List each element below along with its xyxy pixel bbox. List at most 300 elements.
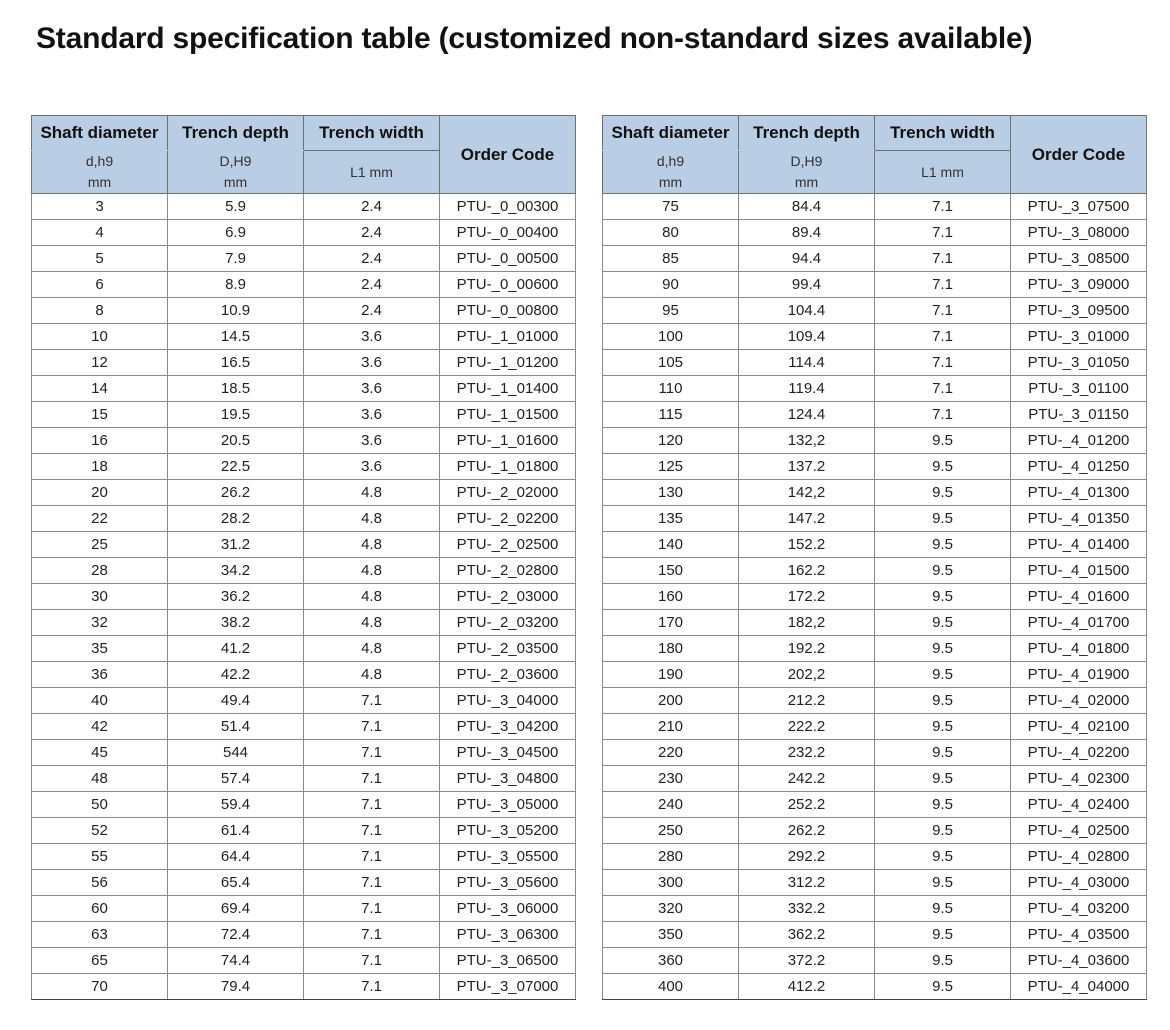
table-row — [603, 532, 1147, 558]
shaft-diameter-cell: 28 — [32, 558, 168, 584]
trench-width-cell: 9.5 — [875, 714, 1011, 740]
shaft-diameter-cell: 300 — [603, 870, 739, 896]
order-code-cell: PTU-_4_01600 — [1011, 584, 1147, 610]
trench-width-cell: 9.5 — [875, 558, 1011, 584]
trench-width-cell: 3.6 — [304, 376, 440, 402]
order-code-cell: PTU-_4_01200 — [1011, 428, 1147, 454]
table-row — [603, 922, 1147, 948]
order-code-cell: PTU-_2_03500 — [440, 636, 576, 662]
order-code-cell: PTU-_3_01000 — [1011, 324, 1147, 350]
shaft-diameter-cell: 50 — [32, 792, 168, 818]
table-row — [32, 402, 576, 428]
header-depth-unit — [168, 151, 304, 194]
table-row — [603, 636, 1147, 662]
shaft-diameter-cell: 140 — [603, 532, 739, 558]
shaft-diameter-cell: 10 — [32, 324, 168, 350]
trench-width-cell: 7.1 — [304, 818, 440, 844]
table-row — [32, 896, 576, 922]
table-row — [603, 766, 1147, 792]
trench-width-cell: 9.5 — [875, 662, 1011, 688]
table-row — [32, 454, 576, 480]
shaft-diameter-cell: 36 — [32, 662, 168, 688]
trench-depth-cell: 124.4 — [739, 402, 875, 428]
shaft-diameter-cell: 320 — [603, 896, 739, 922]
trench-width-cell: 4.8 — [304, 610, 440, 636]
trench-depth-cell: 41.2 — [168, 636, 304, 662]
trench-depth-cell: 152.2 — [739, 532, 875, 558]
header-shaft-unit — [603, 151, 739, 194]
trench-depth-cell: 74.4 — [168, 948, 304, 974]
order-code-cell: PTU-_4_03000 — [1011, 870, 1147, 896]
shaft-diameter-cell: 15 — [32, 402, 168, 428]
header-shaft-unit — [32, 151, 168, 194]
trench-width-cell: 7.1 — [875, 220, 1011, 246]
trench-depth-cell: 544 — [168, 740, 304, 766]
order-code-cell: PTU-_4_01700 — [1011, 610, 1147, 636]
order-code-cell: PTU-_3_06000 — [440, 896, 576, 922]
shaft-diameter-cell: 45 — [32, 740, 168, 766]
table-row — [32, 558, 576, 584]
header-trench-depth: Trench depth — [168, 116, 304, 151]
order-code-cell: PTU-_2_03200 — [440, 610, 576, 636]
order-code-cell: PTU-_4_01350 — [1011, 506, 1147, 532]
table-row — [32, 870, 576, 896]
order-code-cell: PTU-_4_04000 — [1011, 974, 1147, 1000]
trench-width-cell: 9.5 — [875, 480, 1011, 506]
trench-width-cell: 9.5 — [875, 974, 1011, 1000]
trench-depth-cell: 49.4 — [168, 688, 304, 714]
trench-width-cell: 9.5 — [875, 584, 1011, 610]
trench-width-cell: 9.5 — [875, 636, 1011, 662]
table-row — [32, 506, 576, 532]
trench-width-cell: 3.6 — [304, 454, 440, 480]
trench-depth-cell: 42.2 — [168, 662, 304, 688]
table-row — [32, 350, 576, 376]
page-title: Standard specification table (customized non-standard sizes available) — [36, 22, 1033, 55]
table-row — [603, 948, 1147, 974]
table-row — [32, 792, 576, 818]
trench-depth-cell: 79.4 — [168, 974, 304, 1000]
shaft-diameter-cell: 3 — [32, 194, 168, 220]
order-code-cell: PTU-_0_00600 — [440, 272, 576, 298]
trench-width-cell: 7.1 — [304, 844, 440, 870]
trench-depth-cell: 65.4 — [168, 870, 304, 896]
order-code-cell: PTU-_1_01000 — [440, 324, 576, 350]
trench-width-cell: 3.6 — [304, 428, 440, 454]
trench-width-cell: 7.1 — [304, 896, 440, 922]
order-code-cell: PTU-_4_03500 — [1011, 922, 1147, 948]
trench-depth-cell: 172.2 — [739, 584, 875, 610]
table-row — [32, 766, 576, 792]
trench-depth-cell: 142,2 — [739, 480, 875, 506]
trench-width-cell: 9.5 — [875, 870, 1011, 896]
trench-depth-cell: 8.9 — [168, 272, 304, 298]
trench-width-cell: 7.1 — [875, 402, 1011, 428]
table-row — [603, 896, 1147, 922]
trench-depth-cell: 31.2 — [168, 532, 304, 558]
trench-depth-cell: 252.2 — [739, 792, 875, 818]
trench-depth-cell: 18.5 — [168, 376, 304, 402]
table-row — [603, 376, 1147, 402]
table-row — [32, 662, 576, 688]
trench-depth-cell: 242.2 — [739, 766, 875, 792]
order-code-cell: PTU-_1_01500 — [440, 402, 576, 428]
depth-unit-line2: mm — [794, 174, 819, 190]
trench-width-cell: 9.5 — [875, 740, 1011, 766]
trench-width-cell: 4.8 — [304, 532, 440, 558]
order-code-cell: PTU-_0_00300 — [440, 194, 576, 220]
order-code-cell: PTU-_3_07000 — [440, 974, 576, 1000]
order-code-cell: PTU-_2_02000 — [440, 480, 576, 506]
trench-width-cell: 4.8 — [304, 636, 440, 662]
shaft-diameter-cell: 110 — [603, 376, 739, 402]
shaft-unit-line2: mm — [87, 174, 112, 190]
trench-depth-cell: 28.2 — [168, 506, 304, 532]
table-row — [603, 740, 1147, 766]
trench-depth-cell: 232.2 — [739, 740, 875, 766]
order-code-cell: PTU-_4_01400 — [1011, 532, 1147, 558]
order-code-cell: PTU-_3_01050 — [1011, 350, 1147, 376]
shaft-diameter-cell: 18 — [32, 454, 168, 480]
trench-depth-cell: 312.2 — [739, 870, 875, 896]
trench-depth-cell: 61.4 — [168, 818, 304, 844]
shaft-diameter-cell: 20 — [32, 480, 168, 506]
trench-width-cell: 9.5 — [875, 818, 1011, 844]
trench-width-cell: 7.1 — [304, 766, 440, 792]
order-code-cell: PTU-_3_04000 — [440, 688, 576, 714]
trench-width-cell: 4.8 — [304, 584, 440, 610]
header-depth-unit — [739, 151, 875, 194]
shaft-diameter-cell: 85 — [603, 246, 739, 272]
table-row — [603, 350, 1147, 376]
shaft-diameter-cell: 90 — [603, 272, 739, 298]
order-code-cell: PTU-_1_01800 — [440, 454, 576, 480]
trench-depth-cell: 36.2 — [168, 584, 304, 610]
shaft-unit-line2: mm — [658, 174, 683, 190]
shaft-diameter-cell: 56 — [32, 870, 168, 896]
order-code-cell: PTU-_1_01200 — [440, 350, 576, 376]
order-code-cell: PTU-_0_00800 — [440, 298, 576, 324]
order-code-cell: PTU-_2_02800 — [440, 558, 576, 584]
table-row — [32, 324, 576, 350]
trench-width-cell: 2.4 — [304, 194, 440, 220]
trench-depth-cell: 19.5 — [168, 402, 304, 428]
trench-depth-cell: 372.2 — [739, 948, 875, 974]
trench-depth-cell: 104.4 — [739, 298, 875, 324]
shaft-diameter-cell: 230 — [603, 766, 739, 792]
order-code-cell: PTU-_4_02500 — [1011, 818, 1147, 844]
trench-depth-cell: 292.2 — [739, 844, 875, 870]
trench-width-cell: 2.4 — [304, 220, 440, 246]
trench-depth-cell: 162.2 — [739, 558, 875, 584]
trench-depth-cell: 69.4 — [168, 896, 304, 922]
table-row — [603, 480, 1147, 506]
trench-width-cell: 9.5 — [875, 844, 1011, 870]
trench-depth-cell: 132,2 — [739, 428, 875, 454]
table-row — [32, 376, 576, 402]
trench-depth-cell: 114.4 — [739, 350, 875, 376]
trench-depth-cell: 412.2 — [739, 974, 875, 1000]
trench-width-cell: 4.8 — [304, 662, 440, 688]
shaft-diameter-cell: 4 — [32, 220, 168, 246]
table-row — [32, 740, 576, 766]
trench-width-cell: 7.1 — [875, 376, 1011, 402]
shaft-diameter-cell: 160 — [603, 584, 739, 610]
header-order-code: Order Code — [440, 116, 576, 194]
shaft-unit-line1: d,h9 — [656, 153, 685, 169]
table-row — [603, 584, 1147, 610]
order-code-cell: PTU-_3_06500 — [440, 948, 576, 974]
table-row — [32, 532, 576, 558]
shaft-diameter-cell: 70 — [32, 974, 168, 1000]
trench-depth-cell: 147.2 — [739, 506, 875, 532]
trench-width-cell: 9.5 — [875, 766, 1011, 792]
shaft-diameter-cell: 52 — [32, 818, 168, 844]
shaft-diameter-cell: 150 — [603, 558, 739, 584]
shaft-diameter-cell: 250 — [603, 818, 739, 844]
shaft-diameter-cell: 35 — [32, 636, 168, 662]
order-code-cell: PTU-_4_03200 — [1011, 896, 1147, 922]
trench-width-cell: 7.1 — [875, 246, 1011, 272]
spec-table-right-body — [603, 194, 1147, 1000]
shaft-diameter-cell: 190 — [603, 662, 739, 688]
spec-table-right — [602, 115, 1147, 1000]
shaft-diameter-cell: 115 — [603, 402, 739, 428]
table-row — [603, 324, 1147, 350]
trench-depth-cell: 20.5 — [168, 428, 304, 454]
shaft-diameter-cell: 130 — [603, 480, 739, 506]
trench-width-cell: 7.1 — [875, 272, 1011, 298]
spec-table-left — [31, 115, 576, 1000]
shaft-diameter-cell: 75 — [603, 194, 739, 220]
trench-width-cell: 2.4 — [304, 272, 440, 298]
trench-depth-cell: 182,2 — [739, 610, 875, 636]
shaft-diameter-cell: 400 — [603, 974, 739, 1000]
trench-depth-cell: 5.9 — [168, 194, 304, 220]
trench-width-cell: 7.1 — [304, 792, 440, 818]
trench-width-cell: 9.5 — [875, 896, 1011, 922]
trench-width-cell: 9.5 — [875, 532, 1011, 558]
order-code-cell: PTU-_4_02300 — [1011, 766, 1147, 792]
trench-depth-cell: 72.4 — [168, 922, 304, 948]
header-order-code: Order Code — [1011, 116, 1147, 194]
table-row — [603, 870, 1147, 896]
table-row — [32, 584, 576, 610]
trench-depth-cell: 84.4 — [739, 194, 875, 220]
table-row — [32, 688, 576, 714]
order-code-cell: PTU-_0_00500 — [440, 246, 576, 272]
order-code-cell: PTU-_4_01900 — [1011, 662, 1147, 688]
trench-width-cell: 7.1 — [875, 194, 1011, 220]
trench-width-cell: 7.1 — [304, 870, 440, 896]
trench-depth-cell: 34.2 — [168, 558, 304, 584]
shaft-unit-line1: d,h9 — [85, 153, 114, 169]
table-row — [32, 480, 576, 506]
trench-width-cell: 4.8 — [304, 480, 440, 506]
shaft-diameter-cell: 5 — [32, 246, 168, 272]
spec-table-left-body — [32, 194, 576, 1000]
trench-depth-cell: 7.9 — [168, 246, 304, 272]
table-row — [603, 220, 1147, 246]
shaft-diameter-cell: 42 — [32, 714, 168, 740]
trench-depth-cell: 38.2 — [168, 610, 304, 636]
table-row — [32, 220, 576, 246]
shaft-diameter-cell: 80 — [603, 220, 739, 246]
order-code-cell: PTU-_3_01150 — [1011, 402, 1147, 428]
shaft-diameter-cell: 200 — [603, 688, 739, 714]
table-row — [32, 714, 576, 740]
trench-depth-cell: 202,2 — [739, 662, 875, 688]
table-row — [603, 662, 1147, 688]
order-code-cell: PTU-_3_04500 — [440, 740, 576, 766]
trench-width-cell: 7.1 — [304, 974, 440, 1000]
trench-width-cell: 7.1 — [304, 740, 440, 766]
trench-width-cell: 7.1 — [875, 324, 1011, 350]
order-code-cell: PTU-_4_03600 — [1011, 948, 1147, 974]
trench-depth-cell: 99.4 — [739, 272, 875, 298]
shaft-diameter-cell: 22 — [32, 506, 168, 532]
shaft-diameter-cell: 40 — [32, 688, 168, 714]
trench-depth-cell: 14.5 — [168, 324, 304, 350]
table-row — [32, 272, 576, 298]
header-shaft-diameter: Shaft diameter — [32, 116, 168, 151]
order-code-cell: PTU-_4_02800 — [1011, 844, 1147, 870]
trench-depth-cell: 89.4 — [739, 220, 875, 246]
table-row — [32, 948, 576, 974]
order-code-cell: PTU-_3_04800 — [440, 766, 576, 792]
trench-depth-cell: 51.4 — [168, 714, 304, 740]
depth-unit-line2: mm — [223, 174, 248, 190]
table-row — [32, 610, 576, 636]
table-row — [603, 272, 1147, 298]
order-code-cell: PTU-_2_02200 — [440, 506, 576, 532]
trench-width-cell: 7.1 — [304, 714, 440, 740]
order-code-cell: PTU-_4_01250 — [1011, 454, 1147, 480]
trench-width-cell: 9.5 — [875, 454, 1011, 480]
order-code-cell: PTU-_3_05500 — [440, 844, 576, 870]
table-row — [32, 298, 576, 324]
order-code-cell: PTU-_3_05600 — [440, 870, 576, 896]
trench-width-cell: 7.1 — [304, 922, 440, 948]
header-trench-depth: Trench depth — [739, 116, 875, 151]
table-row — [603, 194, 1147, 220]
table-row — [603, 558, 1147, 584]
table-row — [603, 818, 1147, 844]
table-row — [603, 610, 1147, 636]
table-row — [603, 844, 1147, 870]
order-code-cell: PTU-_3_06300 — [440, 922, 576, 948]
trench-width-cell: 9.5 — [875, 428, 1011, 454]
trench-width-cell: 9.5 — [875, 610, 1011, 636]
header-trench-width: Trench width — [304, 116, 440, 151]
order-code-cell: PTU-_2_03600 — [440, 662, 576, 688]
trench-width-cell: 9.5 — [875, 948, 1011, 974]
trench-depth-cell: 212.2 — [739, 688, 875, 714]
depth-unit-line1: D,H9 — [219, 153, 252, 169]
trench-width-cell: 7.1 — [875, 350, 1011, 376]
trench-depth-cell: 362.2 — [739, 922, 875, 948]
table-row — [603, 506, 1147, 532]
trench-depth-cell: 262.2 — [739, 818, 875, 844]
trench-depth-cell: 6.9 — [168, 220, 304, 246]
shaft-diameter-cell: 220 — [603, 740, 739, 766]
trench-width-cell: 3.6 — [304, 402, 440, 428]
trench-width-cell: 2.4 — [304, 298, 440, 324]
order-code-cell: PTU-_4_01300 — [1011, 480, 1147, 506]
shaft-diameter-cell: 120 — [603, 428, 739, 454]
trench-depth-cell: 64.4 — [168, 844, 304, 870]
trench-depth-cell: 332.2 — [739, 896, 875, 922]
order-code-cell: PTU-_4_02100 — [1011, 714, 1147, 740]
trench-width-cell: 9.5 — [875, 506, 1011, 532]
shaft-diameter-cell: 105 — [603, 350, 739, 376]
order-code-cell: PTU-_3_05000 — [440, 792, 576, 818]
shaft-diameter-cell: 350 — [603, 922, 739, 948]
shaft-diameter-cell: 32 — [32, 610, 168, 636]
shaft-diameter-cell: 14 — [32, 376, 168, 402]
shaft-diameter-cell: 125 — [603, 454, 739, 480]
trench-depth-cell: 109.4 — [739, 324, 875, 350]
shaft-diameter-cell: 8 — [32, 298, 168, 324]
trench-width-cell: 4.8 — [304, 558, 440, 584]
shaft-diameter-cell: 170 — [603, 610, 739, 636]
order-code-cell: PTU-_3_01100 — [1011, 376, 1147, 402]
table-row — [603, 454, 1147, 480]
table-row — [603, 402, 1147, 428]
table-row — [32, 636, 576, 662]
shaft-diameter-cell: 95 — [603, 298, 739, 324]
order-code-cell: PTU-_1_01600 — [440, 428, 576, 454]
table-row — [603, 688, 1147, 714]
table-row — [603, 246, 1147, 272]
shaft-diameter-cell: 6 — [32, 272, 168, 298]
shaft-diameter-cell: 240 — [603, 792, 739, 818]
trench-depth-cell: 16.5 — [168, 350, 304, 376]
shaft-diameter-cell: 55 — [32, 844, 168, 870]
order-code-cell: PTU-_3_04200 — [440, 714, 576, 740]
shaft-diameter-cell: 180 — [603, 636, 739, 662]
shaft-diameter-cell: 135 — [603, 506, 739, 532]
header-shaft-diameter: Shaft diameter — [603, 116, 739, 151]
table-row — [32, 428, 576, 454]
shaft-diameter-cell: 30 — [32, 584, 168, 610]
shaft-diameter-cell: 100 — [603, 324, 739, 350]
trench-depth-cell: 94.4 — [739, 246, 875, 272]
trench-width-cell: 9.5 — [875, 922, 1011, 948]
order-code-cell: PTU-_0_00400 — [440, 220, 576, 246]
trench-depth-cell: 57.4 — [168, 766, 304, 792]
trench-depth-cell: 222.2 — [739, 714, 875, 740]
header-width-unit: L1 mm — [875, 151, 1011, 194]
shaft-diameter-cell: 16 — [32, 428, 168, 454]
header-width-unit: L1 mm — [304, 151, 440, 194]
table-row — [32, 922, 576, 948]
shaft-diameter-cell: 12 — [32, 350, 168, 376]
table-row — [32, 818, 576, 844]
trench-depth-cell: 192.2 — [739, 636, 875, 662]
shaft-diameter-cell: 65 — [32, 948, 168, 974]
trench-depth-cell: 137.2 — [739, 454, 875, 480]
depth-unit-line1: D,H9 — [790, 153, 823, 169]
trench-depth-cell: 119.4 — [739, 376, 875, 402]
trench-width-cell: 2.4 — [304, 246, 440, 272]
table-row — [603, 428, 1147, 454]
trench-width-cell: 3.6 — [304, 324, 440, 350]
table-row — [32, 246, 576, 272]
shaft-diameter-cell: 360 — [603, 948, 739, 974]
order-code-cell: PTU-_4_01500 — [1011, 558, 1147, 584]
order-code-cell: PTU-_4_02200 — [1011, 740, 1147, 766]
